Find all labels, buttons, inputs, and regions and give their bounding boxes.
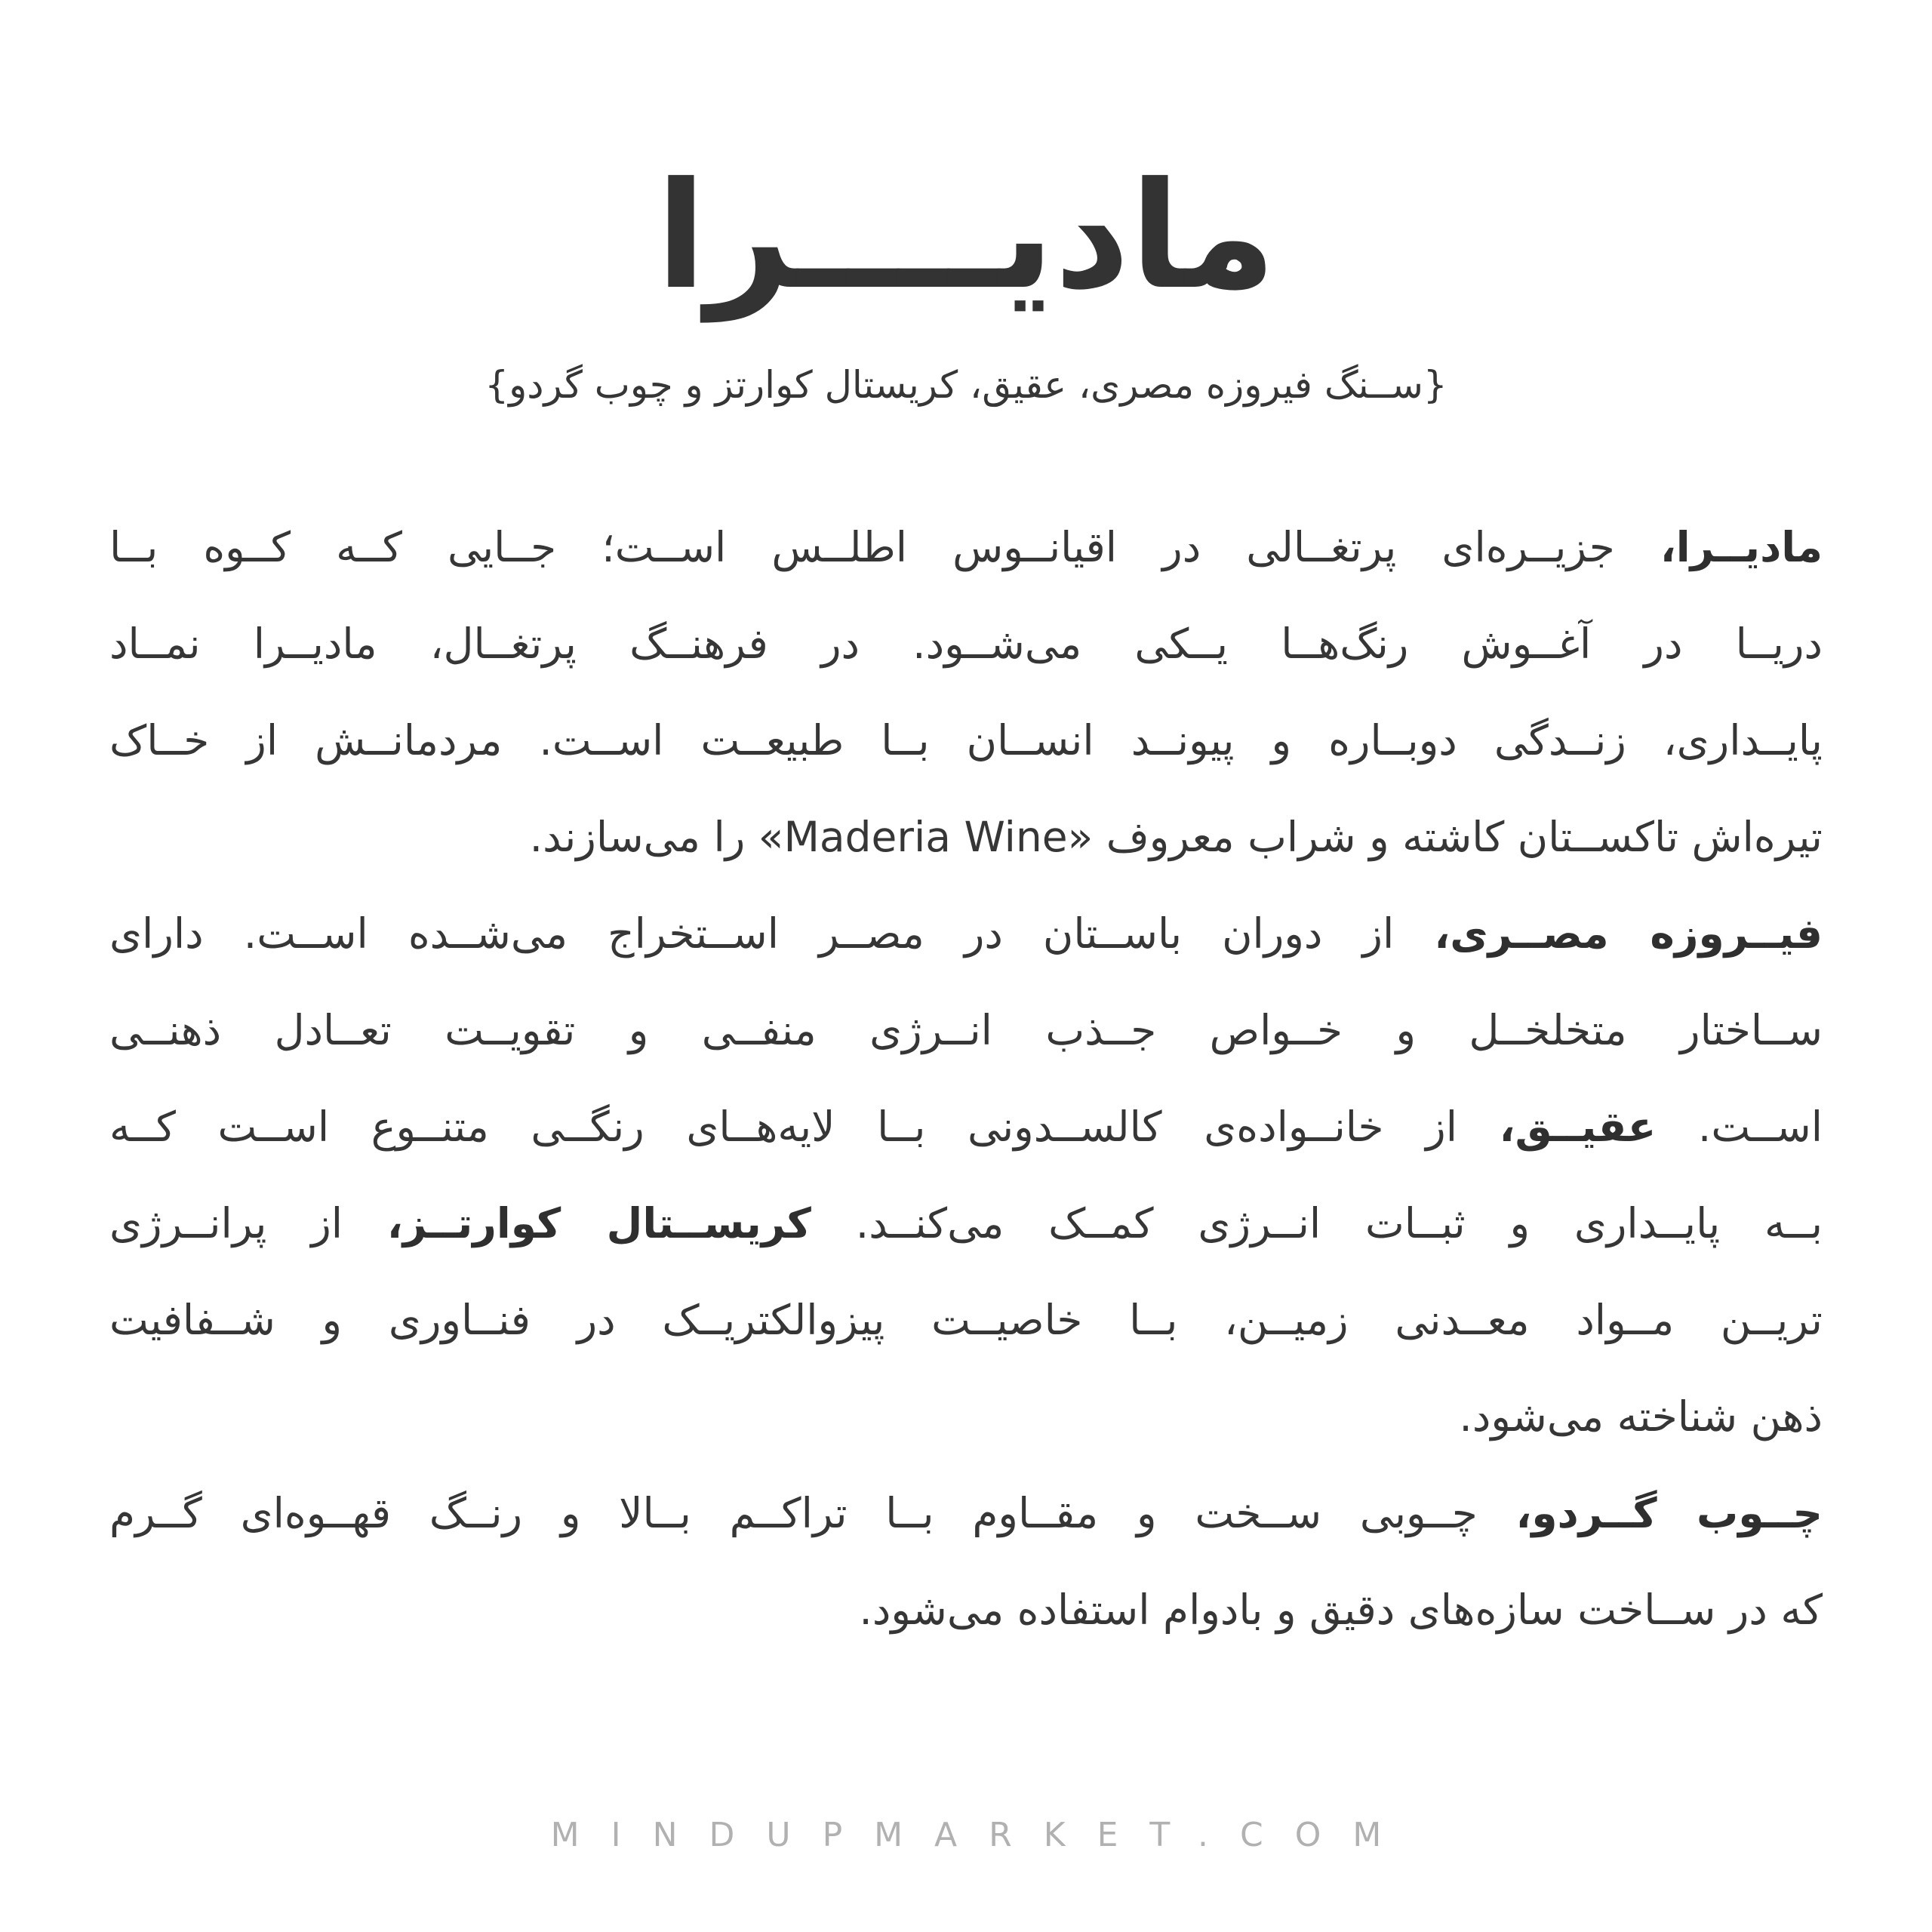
body-line bbox=[109, 789, 1823, 885]
footer-url: MINDUPMARKET.COM bbox=[550, 1816, 1414, 1854]
body-segment: جزیــره‌ای پرتغــالی در اقیانــوس اطلــس اســت؛ جــایی کــه کــوه بــا bbox=[109, 523, 1660, 572]
body-line bbox=[109, 1078, 1823, 1175]
body-segment: که در ســاخت سازه‌های دقیق و بادوام استفاده می‌شود. bbox=[859, 1586, 1823, 1635]
body-line bbox=[109, 595, 1823, 692]
body-segment: بــه پایــداری و ثبــات انــرژی کمــک می‌کنــد. bbox=[811, 1199, 1823, 1248]
body-line bbox=[109, 1368, 1823, 1465]
body-segment-bold: عقیــق، bbox=[1499, 1103, 1657, 1152]
body-segment: چــوبی ســخت و مقــاوم بــا تراکــم بــالا و رنــگ قهــوه‌ای گــرم bbox=[109, 1489, 1516, 1538]
page-title: مادیــــرا bbox=[656, 150, 1276, 321]
body-line bbox=[109, 1561, 1823, 1658]
body-segment-bold: مادیــرا، bbox=[1660, 523, 1823, 572]
body-line bbox=[109, 885, 1823, 982]
body-line bbox=[109, 982, 1823, 1078]
body-line bbox=[109, 499, 1823, 595]
body-segment-bold: فیــروزه مصــری، bbox=[1434, 909, 1823, 958]
body-segment: از پرانــرژی bbox=[109, 1199, 387, 1248]
body-segment-bold: کریســتال کوارتــز، bbox=[386, 1199, 811, 1248]
body-text bbox=[109, 499, 1823, 1658]
body-segment: تیره‌اش تاکســتان کاشته و شراب معروف «Maderia Wine» را می‌سازند. bbox=[529, 813, 1823, 862]
body-segment: از خانــواده‌ی کالســدونی بــا لایه‌هــای رنگــی متنــوع اســت کــه bbox=[109, 1103, 1500, 1152]
body-line bbox=[109, 1175, 1823, 1272]
body-segment: اســت. bbox=[1656, 1103, 1823, 1152]
body-line bbox=[109, 1272, 1823, 1368]
body-segment: ذهن شناخته می‌شود. bbox=[1459, 1392, 1823, 1441]
body-line bbox=[109, 1465, 1823, 1561]
body-segment: از دوران باســتان در مصــر اســتخراج می‌شــده اســت. دارای bbox=[109, 909, 1435, 958]
page-subtitle: {ســنگ فیروزه مصری، عقیق، کریستال کوارتز و چوب گردو} bbox=[485, 363, 1447, 408]
body-segment-bold: چــوب گــردو، bbox=[1515, 1489, 1823, 1538]
body-segment: ســاختار متخلخــل و خــواص جــذب انــرژی منفــی و تقویــت تعــادل ذهنــی bbox=[109, 1006, 1823, 1055]
body-line bbox=[109, 692, 1823, 789]
body-segment: تریــن مــواد معــدنی زمیــن، بــا خاصیــت پیزوالکتریــک در فنــاوری و شــفافیت bbox=[109, 1296, 1823, 1345]
body-segment: دریــا در آغــوش رنگ‌هــا یــکی می‌شــود. در فرهنــگ پرتغــال، مادیــرا نمــاد bbox=[109, 620, 1823, 669]
body-segment: پایــداری، زنــدگی دوبــاره و پیونــد انســان بــا طبیعــت اســت. مردمانــش از خــاک bbox=[109, 716, 1823, 765]
